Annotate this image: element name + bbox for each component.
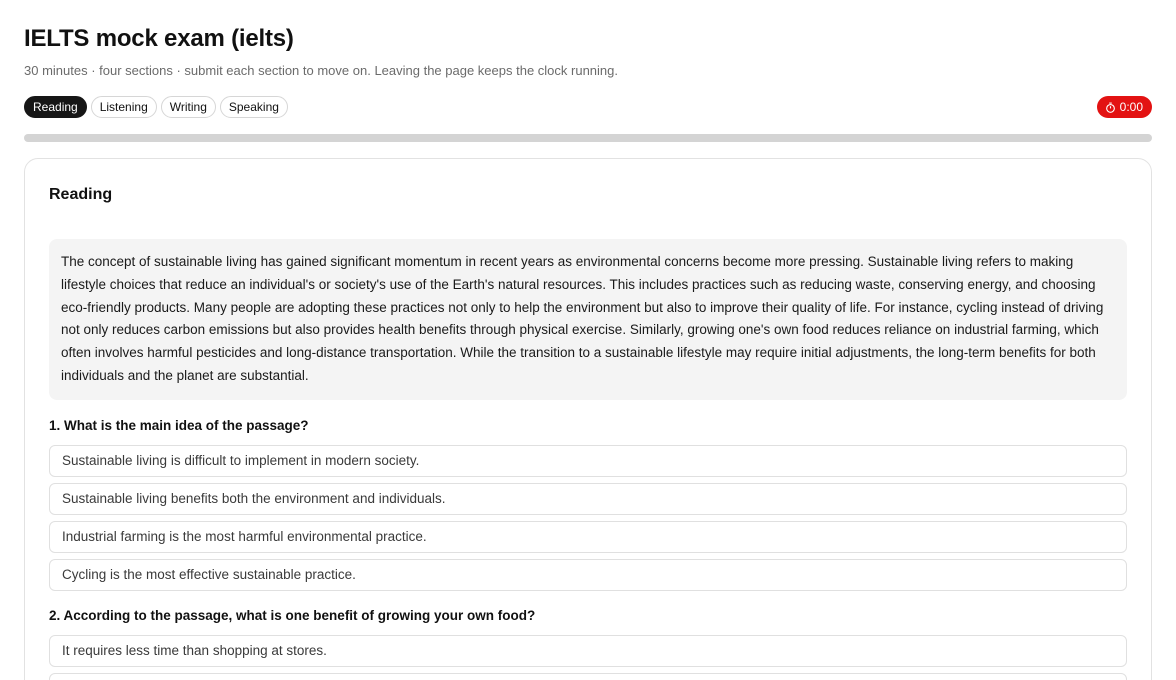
question-prompt: 2. According to the passage, what is one benefit of growing your own food? [49, 608, 536, 623]
section-tabs [24, 96, 288, 118]
answer-option[interactable]: Cycling is the most effective sustainable practice. [49, 559, 1127, 591]
answer-option[interactable]: Sustainable living benefits both the environment and individuals. [49, 483, 1127, 515]
section-card [24, 158, 1152, 680]
tab-listening[interactable]: Listening [91, 96, 157, 118]
tab-writing[interactable]: Writing [161, 96, 216, 118]
answer-option[interactable]: It requires less time than shopping at stores. [49, 635, 1127, 667]
timer-value: 0:00 [1119, 100, 1143, 114]
question-prompt: 1. What is the main idea of the passage? [49, 418, 309, 433]
section-title: Reading [49, 186, 113, 203]
answer-option[interactable] [49, 673, 1127, 680]
tab-reading[interactable]: Reading [24, 96, 87, 118]
page-subtitle: 30 minutes · four sections · submit each section to move on. Leaving the page keeps the clock running. [24, 63, 619, 78]
answer-option[interactable]: Industrial farming is the most harmful environmental practice. [49, 521, 1127, 553]
timer-badge [1097, 96, 1152, 118]
page-title: IELTS mock exam (ielts) [24, 25, 294, 52]
tab-speaking[interactable]: Speaking [220, 96, 288, 118]
exam-progress-bar [24, 134, 1152, 142]
reading-passage: The concept of sustainable living has gained significant momentum in recent years as environmental concerns become more pressing. Sustainable living refers to making lifestyle choices that reduce an individual's or society's use of the Earth's natural resources. This includes practices such as reducing waste, conserving energy, and choosing eco-friendly products. Many people are adopting these practices not only to help the environment but also to improve their quality of life. For instance, cycling instead of driving not only reduces carbon emissions but also provides health benefits through physical exercise. Similarly, growing one's own food reduces reliance on industrial farming, which often involves harmful pesticides and long-distance transportation. While the transition to a sustainable lifestyle may require initial adjustments, the long-term benefits for both individuals and the planet are substantial. [49, 239, 1127, 400]
stopwatch-icon [1105, 102, 1116, 113]
answer-option[interactable]: Sustainable living is difficult to implement in modern society. [49, 445, 1127, 477]
